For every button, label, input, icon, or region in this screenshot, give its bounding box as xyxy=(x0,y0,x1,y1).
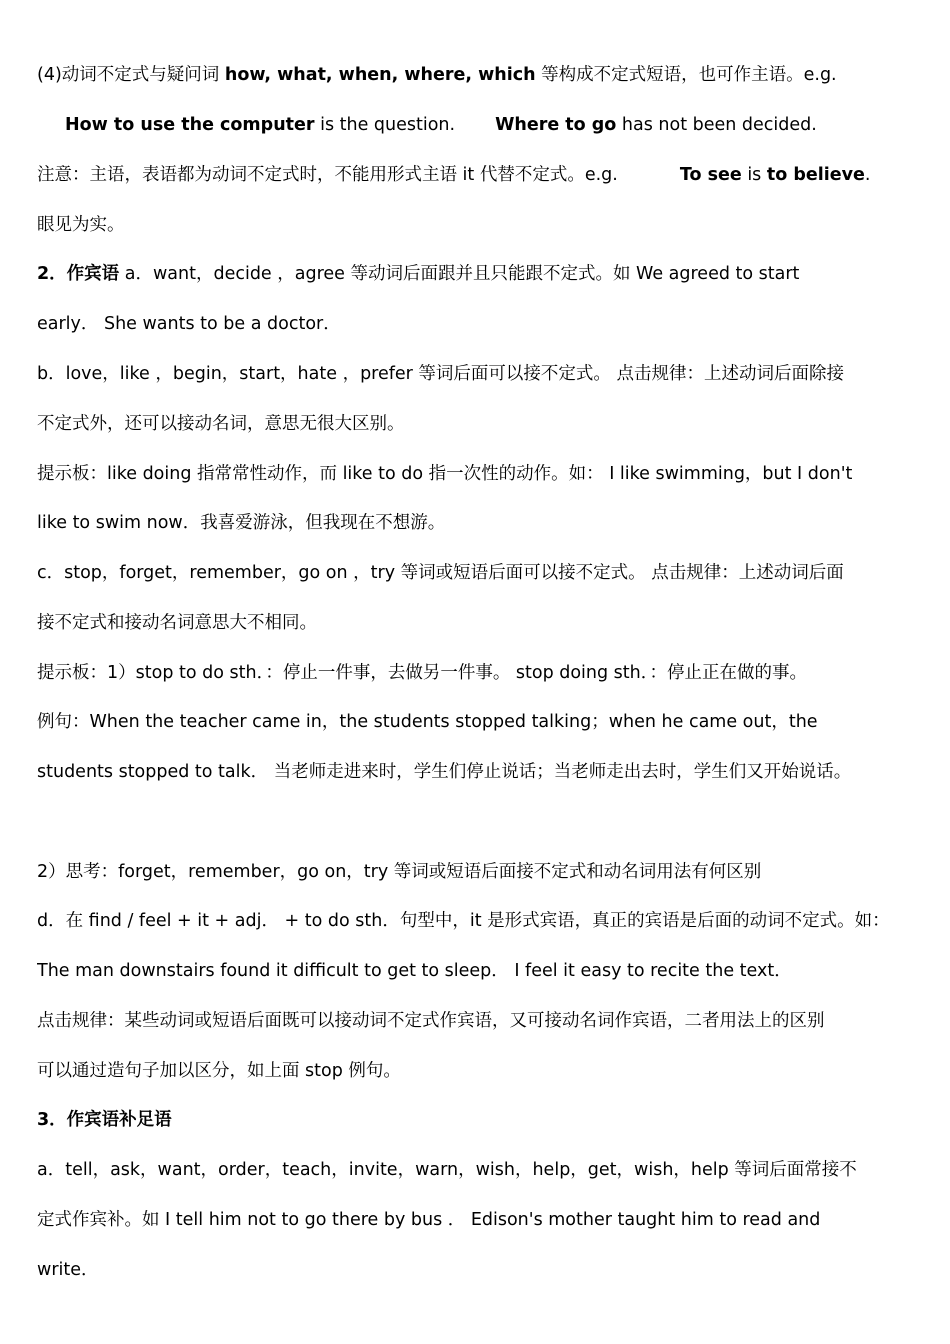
tip-1-line-2: like to swim now．我喜爱游泳，但我现在不想游。 xyxy=(37,513,446,533)
section-2-d-line-1: d．在 find / feel + it + adj． + to do sth．句型中，it 是形式宾语，真正的宾语是后面的动词不定式。如： xyxy=(37,911,890,931)
example-line-2: students stopped to talk． 当老师走进来时，学生们停止说话；当老师走出去时，学生们又开始说话。 xyxy=(37,762,852,782)
section-2-heading: 2．作宾语 xyxy=(37,264,120,284)
question-words: how, what, when, where, which xyxy=(224,65,536,85)
section-3-a-line-2: 定式作宾补。如 I tell him not to go there by bus ． Edison's mother taught him to read and xyxy=(37,1210,821,1230)
note-example-subject: To see xyxy=(679,165,742,185)
section-2-heading-line xyxy=(37,262,920,286)
example-2-subject: Where to go xyxy=(495,115,617,135)
rule-line-1: 点击规律：某些动词或短语后面既可以接动词不定式作宾语，又可接动名词作宾语，二者用法上的区别 xyxy=(37,1011,825,1031)
section-2-d-line-2: The man downstairs found it difficult to get to sleep． I feel it easy to recite the text． xyxy=(37,961,792,981)
intro-text-end: 等构成不定式短语，也可作主语。e.g. xyxy=(535,65,837,85)
rule-line-2: 可以通过造句子加以区分，如上面 stop 例句。 xyxy=(37,1061,401,1081)
note-text: 注意：主语，表语都为动词不定式时，不能用形式主语 it 代替不定式。e.g. xyxy=(37,165,618,185)
section-2-b-line-1: b．love，like ，begin，start，hate ，prefer 等词后面可以接不定式。 点击规律：上述动词后面除接 xyxy=(37,364,844,384)
intro-text: (4)动词不定式与疑问词 xyxy=(37,65,225,85)
section-2-b-line-2: 不定式外，还可以接动名词，意思无很大区别。 xyxy=(37,414,405,434)
section-2-c-line-2: 接不定式和接动名词意思大不相同。 xyxy=(37,613,317,633)
section-3-a-line-1: a．tell，ask，want，order，teach，invite，warn，wish，help，get，wish，help 等词后面常接不 xyxy=(37,1160,857,1180)
example-2-rest: has not been decided. xyxy=(616,115,817,135)
think-line: 2）思考：forget，remember，go on，try 等词或短语后面接不定式和动名词用法有何区别 xyxy=(37,862,762,882)
note-line xyxy=(37,163,920,187)
tip-2-line-1: 提示板：1）stop to do sth．：停止一件事，去做另一件事。 stop doing sth．：停止正在做的事。 xyxy=(37,663,807,683)
example-line-1: 例句：When the teacher came in，the students stopped talking；when he came out，the xyxy=(37,712,818,732)
section-3-heading-line xyxy=(37,1108,920,1132)
section-2-c-line-1: c．stop，forget，remember，go on ，try 等词或短语后面可以接不定式。 点击规律：上述动词后面 xyxy=(37,563,844,583)
section-3-a-line-3: write． xyxy=(37,1260,99,1280)
note-example-predicate: to believe xyxy=(766,165,865,185)
section-4-examples xyxy=(65,113,920,137)
section-4-intro xyxy=(37,63,920,87)
section-2-a-line-1: a．want，decide ，agree 等动词后面跟并且只能跟不定式。如 We agreed to start xyxy=(119,264,800,284)
note-example-end: . xyxy=(864,165,871,185)
note-translation: 眼见为实。 xyxy=(37,215,125,235)
tip-1-line-1: 提示板：like doing 指常常性动作，而 like to do 指一次性的动作。如： I like swimming，but I don't xyxy=(37,464,853,484)
section-3-heading: 3．作宾语补足语 xyxy=(37,1110,172,1130)
example-1-subject: How to use the computer xyxy=(65,115,315,135)
section-2-a-line-2: early． She wants to be a doctor． xyxy=(37,314,341,334)
example-1-rest: is the question. xyxy=(314,115,456,135)
note-example-mid: is xyxy=(741,165,767,185)
